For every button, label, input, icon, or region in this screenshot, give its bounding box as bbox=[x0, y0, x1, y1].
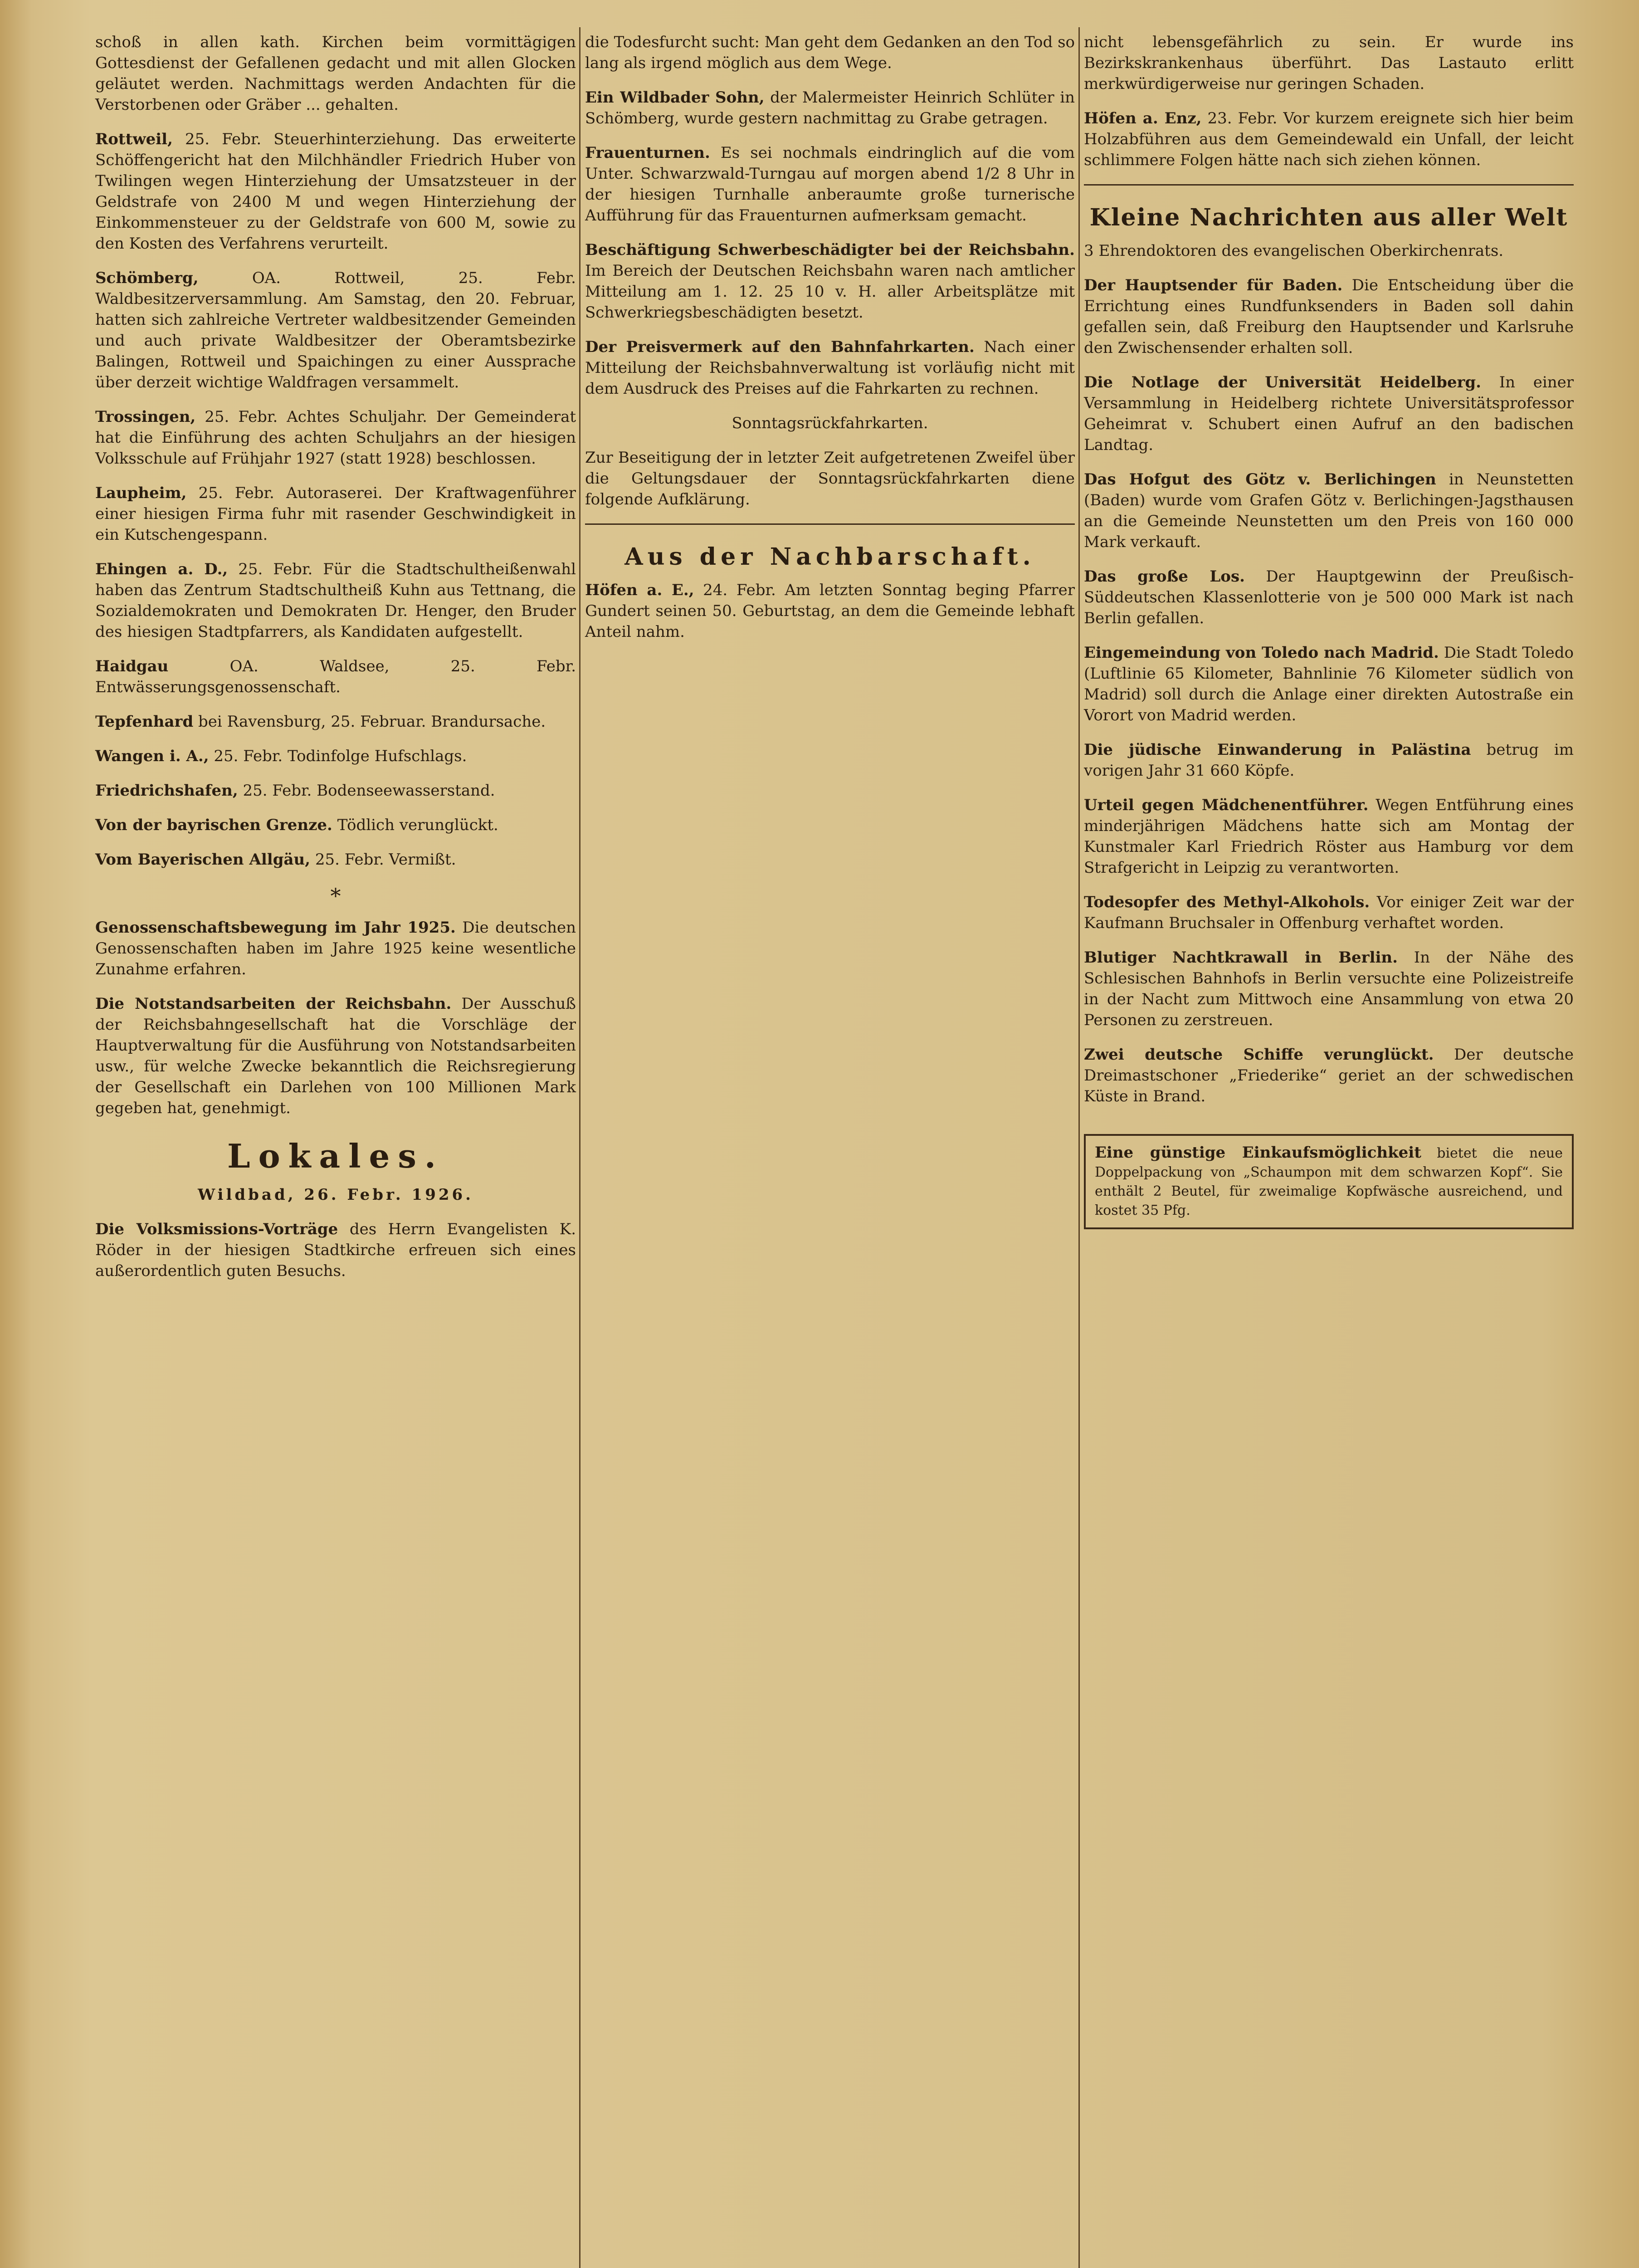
article-body: 3 Ehrendoktoren des evangelischen Oberkirchenrats. bbox=[1084, 242, 1504, 260]
article bbox=[1084, 947, 1574, 1031]
article-heading: Friedrichshafen, bbox=[95, 782, 238, 800]
article-heading: Ehingen a. D., bbox=[95, 560, 228, 578]
article-heading: Das große Los. bbox=[1084, 567, 1245, 586]
article-body: Tödlich verunglückt. bbox=[337, 816, 498, 834]
advert-body: bietet die neue Doppelpackung von „Schaumpon mit dem schwarzen Kopf“. Sie enthält 2 Beutel, für zweimalige Kopfwäsche ausreichend, und kostet 35 Pfg. bbox=[1095, 1145, 1563, 1218]
article bbox=[1084, 108, 1574, 171]
article bbox=[95, 917, 576, 980]
article bbox=[95, 268, 576, 393]
article-body: Zur Beseitigung der in letzter Zeit aufgetretenen Zweifel über die Geltungsdauer der Sonntagsrückfahrkarten diene folgende Aufklärung. bbox=[585, 449, 1075, 508]
article-heading: Vom Bayerischen Allgäu, bbox=[95, 850, 311, 869]
column-divider-2 bbox=[1078, 27, 1080, 2268]
article-heading: Laupheim, bbox=[95, 484, 187, 502]
article bbox=[95, 746, 576, 767]
article-body: Der deutsche Dreimastschoner „Friederike“ geriet an der schwedischen Küste in Brand. bbox=[1084, 1046, 1574, 1105]
column-1-articles-3 bbox=[95, 1219, 576, 1281]
article bbox=[1084, 275, 1574, 358]
article bbox=[585, 580, 1075, 642]
article bbox=[585, 142, 1075, 226]
article bbox=[95, 656, 576, 698]
article bbox=[1084, 240, 1574, 261]
article bbox=[1084, 795, 1574, 878]
article-heading: Zwei deutsche Schiffe verunglückt. bbox=[1084, 1046, 1434, 1064]
article-body: Die Stadt Toledo (Luftlinie 65 Kilometer, Bahnlinie 76 Kilometer südlich von Madrid) soll durch die Anlage einer direkten Autostraße ein Vorort von Madrid werden. bbox=[1084, 644, 1574, 724]
article bbox=[95, 1219, 576, 1281]
article-body: betrug im vorigen Jahr 31 660 Köpfe. bbox=[1084, 741, 1574, 780]
article-heading: Frauenturnen. bbox=[585, 144, 710, 162]
article-body: des Herrn Evangelisten K. Röder in der hiesigen Stadtkirche erfreuen sich eines außerordentlich guten Besuchs. bbox=[95, 1220, 576, 1280]
article-body: 25. Febr. Vermißt. bbox=[315, 850, 456, 869]
section-title-lokales: Lokales. bbox=[227, 1137, 444, 1175]
article-heading: Das Hofgut des Götz v. Berlichingen bbox=[1084, 470, 1436, 489]
column-1-articles-2 bbox=[95, 917, 576, 1119]
article-body: 25. Febr. Steuerhinterziehung. Das erweiterte Schöffengericht hat den Milchhändler Friedrich Huber von Twilingen wegen Hinterziehung der Umsatzsteuer in der Geldstrafe von 2400 M und wegen Hinterziehung der Einkommensteuer zu der Geldstrafe von 600 M, sowie zu den Kosten des Verfahrens verurteilt. bbox=[95, 130, 576, 253]
column-1 bbox=[95, 32, 576, 1295]
article-body: Nach einer Mitteilung der Reichsbahnverwaltung ist vorläufig nicht mit dem Ausdruck des Preises auf die Fahrkarten zu rechnen. bbox=[585, 338, 1075, 398]
article-body: In einer Versammlung in Heidelberg richtete Universitätsprofessor Geheimrat v. Schubert einen Aufruf an den badischen Landtag. bbox=[1084, 373, 1574, 454]
column-2-articles bbox=[585, 32, 1075, 399]
article-body: 23. Febr. Vor kurzem ereignete sich hier beim Holzabführen aus dem Gemeindewald ein Unfall, der leicht schlimmere Folgen hätte nach sich ziehen können. bbox=[1084, 109, 1574, 169]
article-heading: Höfen a. E., bbox=[585, 581, 694, 599]
article-heading: Genossenschaftsbewegung im Jahr 1925. bbox=[95, 919, 456, 937]
column-divider-1 bbox=[579, 27, 580, 2268]
article bbox=[1084, 32, 1574, 94]
column-2 bbox=[585, 32, 1075, 656]
article-heading: Trossingen, bbox=[95, 408, 196, 426]
column-2-articles-3 bbox=[585, 580, 1075, 642]
article-heading: Blutiger Nachtkrawall in Berlin. bbox=[1084, 948, 1398, 967]
article-body: Es sei nochmals eindringlich auf die vom Unter. Schwarzwald-Turngau auf morgen abend 1/2 8 Uhr in der hiesigen Turnhalle anberaumte große turnerische Aufführung für das Frauenturnen aufmerksam gemacht. bbox=[585, 144, 1075, 225]
section-title-kleine-nachrichten: Kleine Nachrichten aus aller Welt bbox=[1089, 204, 1568, 231]
section-dateline: Wildbad, 26. Febr. 1926. bbox=[197, 1186, 474, 1204]
article bbox=[95, 483, 576, 545]
article-heading: Ein Wildbader Sohn, bbox=[585, 88, 765, 107]
article-body: Wegen Entführung eines minderjährigen Mädchens hatte sich am Montag der Kunstmaler Karl Friedrich Röster aus Hamburg vor dem Strafgericht in Leipzig zu verantworten. bbox=[1084, 796, 1574, 877]
article-body: die Todesfurcht sucht: Man geht dem Gedanken an den Tod so lang als irgend möglich aus dem Wege. bbox=[585, 33, 1075, 72]
article-heading: Schömberg, bbox=[95, 269, 199, 287]
article-body: OA. Rottweil, 25. Febr. Waldbesitzerversammlung. Am Samstag, den 20. Februar, hatten sich zahlreiche Vertreter waldbesitzender Gemeinden und auch private Waldbesitzer der Oberamtsbezirke Balingen, Rottweil und Spaichingen zu einer Aussprache über derzeit wichtige Waldfragen versammelt. bbox=[95, 269, 576, 391]
article-body: 25. Febr. Autoraserei. Der Kraftwagenführer einer hiesigen Firma fuhr mit rasender Geschwindigkeit in ein Kutschengespann. bbox=[95, 484, 576, 544]
article bbox=[95, 406, 576, 469]
article-heading: Wangen i. A., bbox=[95, 747, 209, 765]
article-heading: Todesopfer des Methyl-Alkohols. bbox=[1084, 893, 1370, 911]
article-body: Vor einiger Zeit war der Kaufmann Bruchsaler in Offenburg verhaftet worden. bbox=[1084, 893, 1574, 932]
article bbox=[585, 447, 1075, 510]
article bbox=[1084, 739, 1574, 781]
article-body: 25. Febr. Für die Stadtschultheißenwahl haben das Zentrum Stadtschultheiß Kuhn aus Tettnang, die Sozialdemokraten und Demokraten Dr. Henger, den Bruder des hiesigen Stadtpfarrers, als Kandidaten aufgestellt. bbox=[95, 560, 576, 641]
column-3-articles bbox=[1084, 32, 1574, 171]
column-2-articles-2 bbox=[585, 447, 1075, 510]
article-body: Die Entscheidung über die Errichtung eines Rundfunksenders in Baden soll dahin gefallen sein, daß Freiburg den Hauptsender und Karlsruhe den Zwischensender erhalten soll. bbox=[1084, 276, 1574, 357]
article bbox=[585, 32, 1075, 73]
advert-heading: Eine günstige Einkaufsmöglichkeit bbox=[1095, 1144, 1421, 1162]
article-body: 25. Febr. Achtes Schuljahr. Der Gemeinderat hat die Einführung des achten Schuljahrs an der hiesigen Volksschule auf Frühjahr 1927 (statt 1928) beschlossen. bbox=[95, 408, 576, 468]
article-heading: Höfen a. Enz, bbox=[1084, 109, 1202, 127]
article-body: nicht lebensgefährlich zu sein. Er wurde ins Bezirkskrankenhaus überführt. Das Lastauto erlitt merkwürdigerweise nur geringen Schaden. bbox=[1084, 33, 1574, 93]
article bbox=[95, 711, 576, 732]
article bbox=[95, 815, 576, 836]
article-body: in Neunstetten (Baden) wurde vom Grafen Götz v. Berlichingen-Jagsthausen an die Gemeinde Neunstetten um den Preis von 160 000 Mark verkauft. bbox=[1084, 470, 1574, 551]
article bbox=[95, 559, 576, 642]
column-3-articles-2 bbox=[1084, 240, 1574, 1107]
article-heading: Die Notstandsarbeiten der Reichsbahn. bbox=[95, 995, 452, 1013]
article bbox=[585, 240, 1075, 323]
article bbox=[95, 993, 576, 1119]
article-body: Im Bereich der Deutschen Reichsbahn waren nach amtlicher Mitteilung am 1. 12. 25 10 v. H. aller Arbeitsplätze mit Schwerkriegsbeschädigten besetzt. bbox=[585, 262, 1075, 322]
article bbox=[585, 337, 1075, 399]
article-heading: Die Notlage der Universität Heidelberg. bbox=[1084, 373, 1482, 391]
article bbox=[585, 87, 1075, 129]
article bbox=[1084, 372, 1574, 455]
column-3 bbox=[1084, 32, 1574, 1229]
article-heading: Von der bayrischen Grenze. bbox=[95, 816, 332, 834]
article bbox=[95, 780, 576, 801]
article-heading: Tepfenhard bbox=[95, 713, 194, 731]
section-star: * bbox=[330, 884, 341, 908]
article bbox=[1084, 566, 1574, 629]
article bbox=[1084, 1044, 1574, 1107]
article-heading: Haidgau bbox=[95, 657, 169, 675]
article bbox=[1084, 892, 1574, 934]
article-body: 25. Febr. Bodenseewasserstand. bbox=[243, 782, 495, 800]
article-body: OA. Waldsee, 25. Febr. Entwässerungsgenossenschaft. bbox=[95, 657, 576, 696]
article bbox=[1084, 469, 1574, 552]
advert-box bbox=[1084, 1134, 1574, 1229]
article-body: Der Ausschuß der Reichsbahngesellschaft hat die Vorschläge der Hauptverwaltung für die Ausführung von Notstandsarbeiten usw., für welche Zwecke bekanntlich die Reichsregierung der Gesellschaft ein Darlehen von 100 Millionen Mark gegeben hat, genehmigt. bbox=[95, 995, 576, 1117]
article bbox=[95, 129, 576, 254]
section-rule bbox=[1084, 184, 1574, 186]
article-body: Der Hauptgewinn der Preußisch-Süddeutschen Klassenlotterie von je 500 000 Mark ist nach Berlin gefallen. bbox=[1084, 567, 1574, 627]
article-body: 24. Febr. Am letzten Sonntag beging Pfarrer Gundert seinen 50. Geburtstag, an dem die Gemeinde lebhaft Anteil nahm. bbox=[585, 581, 1075, 641]
article-heading: Die Volksmissions-Vorträge bbox=[95, 1220, 338, 1238]
article-body: der Malermeister Heinrich Schlüter in Schömberg, wurde gestern nachmittag zu Grabe getragen. bbox=[585, 88, 1075, 127]
article-heading: Der Hauptsender für Baden. bbox=[1084, 276, 1343, 294]
article-heading: Urteil gegen Mädchenentführer. bbox=[1084, 796, 1369, 814]
article-heading: Der Preisvermerk auf den Bahnfahrkarten. bbox=[585, 338, 975, 356]
article-body: In der Nähe des Schlesischen Bahnhofs in Berlin versuchte eine Polizeistreife in der Nacht zum Mittwoch eine Ansammlung von etwa 20 Personen zu zerstreuen. bbox=[1084, 948, 1574, 1029]
article bbox=[1084, 642, 1574, 726]
article-heading: Beschäftigung Schwerbeschädigter bei der Reichsbahn. bbox=[585, 241, 1075, 259]
article-body: Die deutschen Genossenschaften haben im Jahre 1925 keine wesentliche Zunahme erfahren. bbox=[95, 919, 576, 978]
article-heading: Eingemeindung von Toledo nach Madrid. bbox=[1084, 644, 1439, 662]
column-1-articles bbox=[95, 32, 576, 870]
article bbox=[95, 849, 576, 870]
section-rule bbox=[585, 523, 1075, 525]
section-title-nachbarschaft: Aus der Nachbarschaft. bbox=[624, 543, 1035, 571]
article-body: bei Ravensburg, 25. Februar. Brandursache. bbox=[198, 713, 546, 731]
sub-title-sonntagsrueckfahrkarten: Sonntagsrückfahrkarten. bbox=[732, 414, 928, 432]
article bbox=[95, 32, 576, 115]
article-heading: Die jüdische Einwanderung in Palästina bbox=[1084, 741, 1471, 759]
article-body: 25. Febr. Todinfolge Hufschlags. bbox=[214, 747, 467, 765]
article-body: schoß in allen kath. Kirchen beim vormittägigen Gottesdienst der Gefallenen gedacht und mit allen Glocken geläutet werden. Nachmittags werden Andachten für die Verstorbenen oder Gräber ... gehalten. bbox=[95, 33, 576, 114]
article-heading: Rottweil, bbox=[95, 130, 173, 148]
